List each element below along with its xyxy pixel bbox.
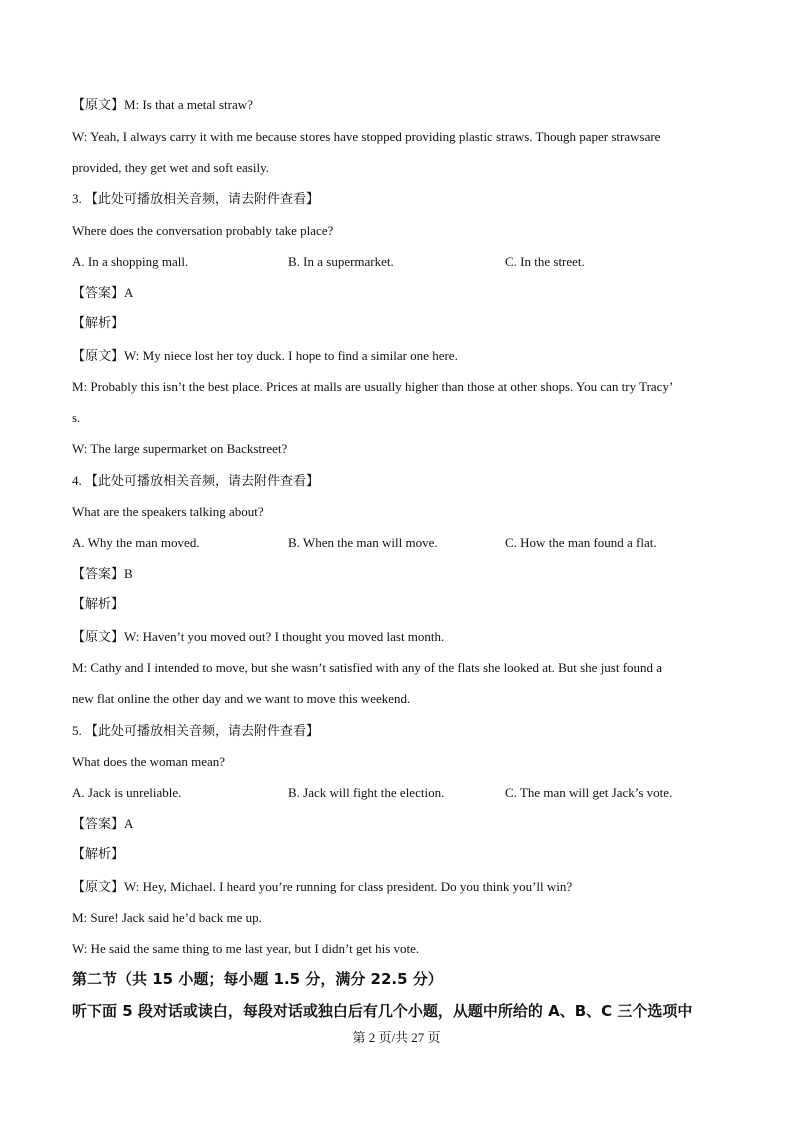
- q4-option-c: C. How the man found a flat.: [505, 535, 657, 550]
- q5-header: [72, 723, 319, 740]
- q4-header: [72, 473, 319, 490]
- q2-transcript-line-3: provided, they get wet and soft easily.: [72, 160, 269, 175]
- q5-transcript-line-3: W: He said the same thing to me last year, but I didn’t get his vote.: [72, 941, 420, 956]
- q3-analysis-tag: 【解析】: [72, 316, 125, 331]
- section2-heading: 第二节（共 15 小题；每小题 1.5 分，满分 22.5 分）: [72, 970, 443, 988]
- transcript-text: W: Hey, Michael. I heard you’re running for class president. Do you think you’ll win?: [124, 879, 573, 894]
- q3-stem: Where does the conversation probably take place?: [72, 223, 334, 238]
- question-number: 4.: [72, 473, 82, 488]
- answer-value: B: [124, 566, 133, 581]
- q2-transcript-line-2: W: Yeah, I always carry it with me because stores have stopped providing plastic straws. Though paper strawsare: [72, 129, 661, 144]
- question-number: 5.: [72, 723, 82, 738]
- q5-transcript-line-2: M: Sure! Jack said he’d back me up.: [72, 910, 262, 925]
- question-number: 3.: [72, 191, 82, 206]
- transcript-tag: 【原文】: [72, 630, 125, 645]
- q3-option-b: B. In a supermarket.: [288, 254, 394, 269]
- answer-tag: 【答案】: [72, 817, 125, 832]
- audio-note: 【此处可播放相关音频，请去附件查看】: [85, 724, 320, 739]
- q5-option-c: C. The man will get Jack’s vote.: [505, 785, 673, 800]
- audio-note: 【此处可播放相关音频，请去附件查看】: [85, 192, 320, 207]
- transcript-text: M: Is that a metal straw?: [124, 97, 253, 112]
- q4-transcript-line-3: new flat online the other day and we want to move this weekend.: [72, 691, 411, 706]
- q4-analysis-tag: 【解析】: [72, 597, 125, 612]
- q5-stem: What does the woman mean?: [72, 754, 226, 769]
- q3-transcript-line-2: M: Probably this isn’t the best place. Prices at malls are usually higher than those at other shops. You can try Tracy’: [72, 379, 674, 394]
- q4-stem: What are the speakers talking about?: [72, 504, 264, 519]
- q3-option-c: C. In the street.: [505, 254, 585, 269]
- transcript-text: W: Haven’t you moved out? I thought you moved last month.: [124, 629, 445, 644]
- audio-note: 【此处可播放相关音频，请去附件查看】: [85, 474, 320, 489]
- q5-option-b: B. Jack will fight the election.: [288, 785, 445, 800]
- q3-option-a: A. In a shopping mall.: [72, 254, 189, 269]
- q5-analysis-tag: 【解析】: [72, 847, 125, 862]
- answer-tag: 【答案】: [72, 286, 125, 301]
- q4-transcript-line-1: [72, 629, 444, 646]
- q5-option-a: A. Jack is unreliable.: [72, 785, 182, 800]
- page-footer: 第 2 页/共 27 页: [352, 1030, 441, 1045]
- q3-answer: [72, 285, 133, 302]
- q3-transcript-line-4: W: The large supermarket on Backstreet?: [72, 441, 288, 456]
- answer-value: A: [124, 816, 134, 831]
- q3-transcript-line-3: s.: [72, 410, 81, 425]
- answer-tag: 【答案】: [72, 567, 125, 582]
- transcript-text: W: My niece lost her toy duck. I hope to find a similar one here.: [124, 348, 458, 363]
- q5-transcript-line-1: [72, 879, 572, 896]
- q2-transcript-line-1: [72, 97, 253, 114]
- q3-header: [72, 191, 319, 208]
- q5-answer: [72, 816, 133, 833]
- q3-transcript-line-1: [72, 348, 458, 365]
- q4-option-a: A. Why the man moved.: [72, 535, 200, 550]
- transcript-tag: 【原文】: [72, 98, 125, 113]
- q4-option-b: B. When the man will move.: [288, 535, 438, 550]
- section2-instruction: 听下面 5 段对话或读白，每段对话或独白后有几个小题，从题中所给的 A、B、C 三个选项中: [72, 1002, 693, 1020]
- answer-value: A: [124, 285, 134, 300]
- transcript-tag: 【原文】: [72, 880, 125, 895]
- q4-transcript-line-2: M: Cathy and I intended to move, but she wasn’t satisfied with any of the flats she looked at. But she just found a: [72, 660, 663, 675]
- q4-answer: [72, 566, 133, 583]
- transcript-tag: 【原文】: [72, 349, 125, 364]
